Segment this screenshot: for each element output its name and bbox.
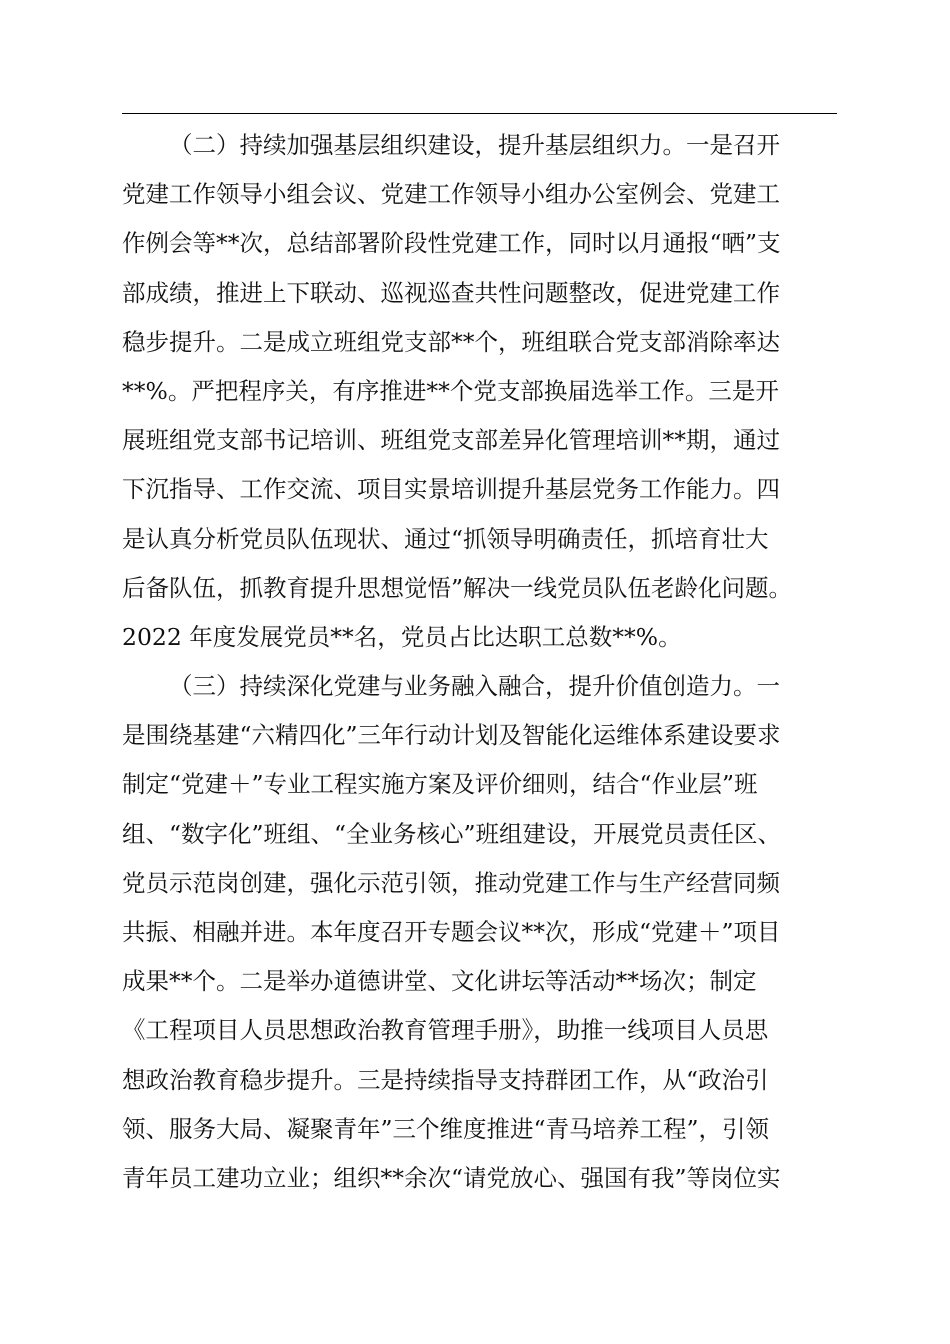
paragraph-2-line: 展班组党支部书记培训、班组党支部差异化管理培训**期，通过: [122, 426, 780, 455]
paragraph-3-line: 想政治教育稳步提升。三是持续指导支持群团工作，从“政治引: [122, 1065, 769, 1094]
paragraph-3-line: 组、“数字化”班组、“全业务核心”班组建设，开展党员责任区、: [122, 819, 782, 848]
paragraph-2-line: 作例会等**次，总结部署阶段性党建工作，同时以月通报“晒”支: [122, 229, 781, 258]
paragraph-2-line: 2022 年度发展党员**名，党员占比达职工总数**%。: [122, 622, 682, 651]
paragraph-2-line: （二）持续加强基层组织建设，提升基层组织力。一是召开: [169, 131, 780, 159]
paragraph-3-line: 领、服务大局、凝聚青年”三个维度推进“青马培养工程”，引领: [122, 1114, 770, 1143]
paragraph-2-line: 稳步提升。二是成立班组党支部**个，班组联合党支部消除率达: [122, 327, 780, 356]
paragraph-2-line: 下沉指导、工作交流、项目实景培训提升基层党务工作能力。四: [122, 475, 780, 504]
paragraph-3-line: （三）持续深化党建与业务融入融合，提升价值创造力。一: [169, 672, 780, 701]
paragraph-2-line: 后备队伍，抓教育提升思想觉悟”解决一线党员队伍老龄化问题。: [122, 573, 793, 602]
paragraph-2-line: 是认真分析党员队伍现状、通过“抓领导明确责任，抓培育壮大: [122, 524, 769, 553]
paragraph-3-line: 制定“党建＋”专业工程实施方案及评价细则，结合“作业层”班: [122, 770, 758, 799]
document-body: [122, 121, 842, 1203]
paragraph-3-line: 共振、相融并进。本年度召开专题会议**次，形成“党建＋”项目: [122, 918, 781, 946]
paragraph-3-line: 是围绕基建“六精四化”三年行动计划及智能化运维体系建设要求: [122, 721, 781, 750]
paragraph-3-line: 《工程项目人员思想政治教育管理手册》，助推一线项目人员思: [122, 1016, 769, 1045]
paragraph-3-line: 青年员工建功立业；组织**余次“请党放心、强国有我”等岗位实: [122, 1163, 781, 1192]
paragraph-2-line: 党建工作领导小组会议、党建工作领导小组办公室例会、党建工: [122, 180, 780, 209]
paragraph-3-line: 党员示范岗创建，强化示范引领，推动党建工作与生产经营同频: [122, 868, 780, 897]
header-rule: [122, 113, 837, 114]
paragraph-3-line: 成果**个。二是举办道德讲堂、文化讲坛等活动**场次；制定: [122, 967, 757, 996]
paragraph-2-line: 部成绩，推进上下联动、巡视巡查共性问题整改，促进党建工作: [122, 278, 780, 307]
paragraph-2-line: **%。严把程序关，有序推进**个党支部换届选举工作。三是开: [122, 376, 779, 405]
